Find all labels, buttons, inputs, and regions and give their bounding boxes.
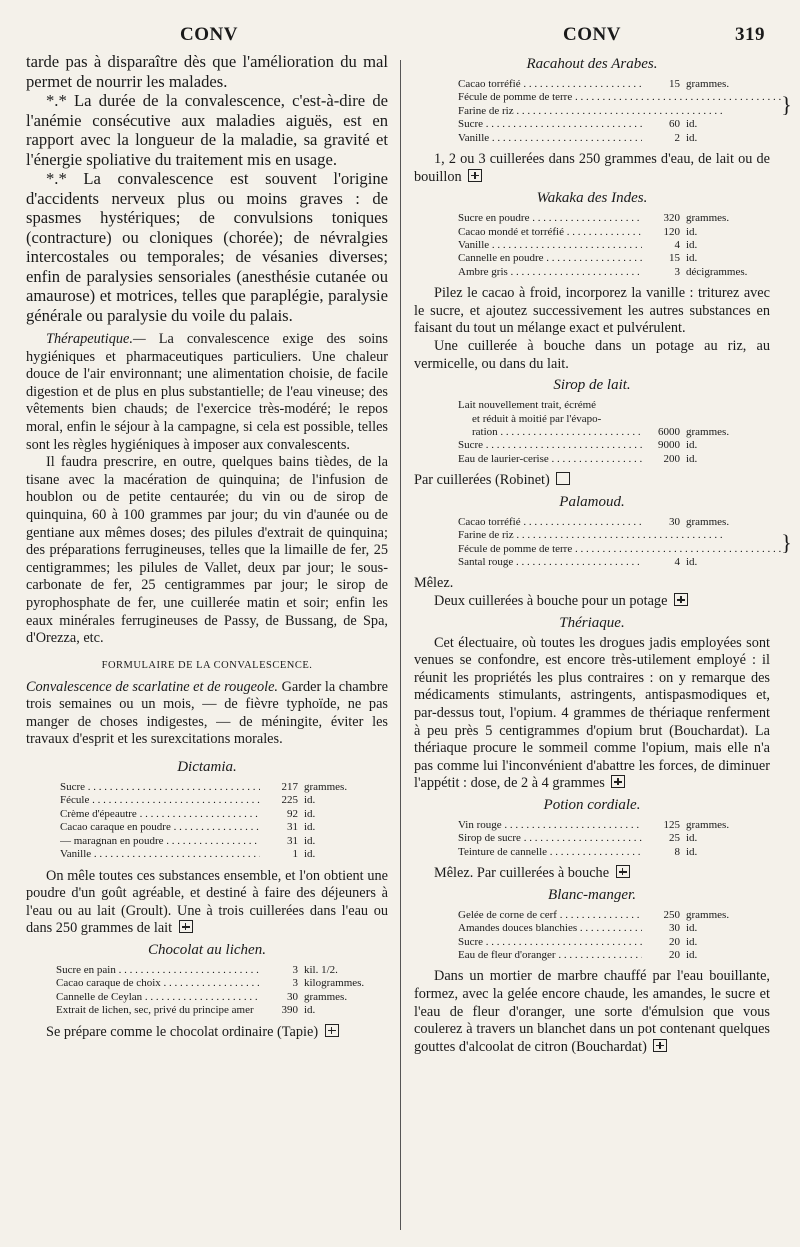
recipe-blanc-manger <box>458 909 770 963</box>
recipe-title: Chocolat au lichen. <box>148 941 266 958</box>
section-heading: FORMULAIRE DE LA CONVALESCENCE. <box>101 659 313 671</box>
recipe-row: Amandes douces blanchies . . . 30 id. <box>458 922 770 935</box>
recipe-row: Cacao torréfié . . . 30 grammes. <box>458 516 770 529</box>
lead-term: Thérapeutique.— <box>46 331 146 347</box>
recipe-row: Cacao torréfié . . . 15 grammes. <box>458 78 770 91</box>
paragraph: Deux cuillerées à bouche pour un potage <box>414 593 770 611</box>
plus-box-icon <box>468 169 482 182</box>
plus-box-icon <box>674 593 688 606</box>
recipe-row: Sucre . . . 217 grammes. <box>60 781 388 794</box>
recipe-chocolat <box>56 964 388 1018</box>
paragraph: Par cuillerées (Robinet) <box>414 472 770 490</box>
recipe-racahout <box>458 78 792 145</box>
recipe-row: Sirop de sucre . . . 25 id. <box>458 832 770 845</box>
lead-term: Convalescence de scarlatine et de rougeole. <box>26 678 279 695</box>
recipe-row: Cacao caraque en poudre . . . 31 id. <box>60 821 388 834</box>
running-head-left: CONV <box>180 24 238 45</box>
recipe-row: Cacao caraque de choix . . . 3 kilogrammes. <box>56 977 388 990</box>
recipe-row: Vin rouge . . . 125 grammes. <box>458 819 770 832</box>
paragraph: Une cuillerée à bouche dans un potage au riz, au vermicelle, ou dans du lait. <box>414 338 770 372</box>
recipe-row: Sucre . . . 20 id. <box>458 936 770 949</box>
paragraph: Se prépare comme le chocolat ordinaire (Tapie) <box>26 1024 388 1042</box>
paragraph: On mêle toutes ces substances ensemble, et l'on obtient une poudre d'un goût agréable, et destiné à faire des déjeuners à l'eau ou au lait (Groult). Une à trois cuillerées dans l'eau ou dans 250 grammes de lait <box>26 867 388 937</box>
recipe-row: Fécule . . . 225 id. <box>60 794 388 807</box>
recipe-row: — maragnan en poudre . . . 31 id. <box>60 835 388 848</box>
empty-box-icon <box>556 472 570 485</box>
right-column <box>414 52 792 1056</box>
plus-box-icon <box>179 920 193 933</box>
paragraph: Convalescence de scarlatine et de rougeole. Garder la chambre trois semaines ou un mois, — de fièvre typhoïde, ne pas manger de choses indigestes, — de méningite, éviter les travaux d'esprit et les surexcitations morales. <box>26 678 388 748</box>
recipe-row: Vanille . . . 2 id. <box>458 132 770 145</box>
recipe-row: Sucre . . . 60 id. <box>458 118 770 131</box>
recipe-row: Crème d'épeautre . . . 92 id. <box>60 808 388 821</box>
recipe-row: Santal rouge . . . 4 id. <box>458 556 770 569</box>
running-head-right: CONV <box>563 24 621 45</box>
recipe-title: Wakaka des Indes. <box>536 190 648 207</box>
paragraph: Il faudra prescrire, en outre, quelques bains tièdes, de la tisane avec la macération de quinquina; de l'infusion de houblon ou de petite centaurée; du vin ou de sirop de quinquina, 60 à 100 grammes par jour; du vin d'aunée ou de gentiane aux mêmes doses; des pilules d'extrait de quinquina; des préparations ferrugineuses, telles que la limaille de fer, 25 centigrammes; les pilules de Vallet, deux par jour; le sous-carbonate de fer, 25 centigrammes par jour; le sirop de pyrophosphate de fer, une cuillerée matin et soir; enfin les eaux minérales ferrugineuses de Passy, de Bussang, de Spa, d'Orezza, etc. <box>26 454 388 647</box>
recipe-group: Fécule de pomme de terre . . . Farine de riz . . . } <box>458 91 770 118</box>
recipe-row: Cannelle de Ceylan . . . 30 grammes. <box>56 991 388 1004</box>
recipe-row: Ambre gris . . . 3 décigrammes. <box>458 266 770 279</box>
recipe-row: Extrait de lichen, sec, privé du principe amer 390 id. <box>56 1004 316 1017</box>
recipe-row: Cannelle en poudre . . . 15 id. <box>458 252 770 265</box>
recipe-title: Thériaque. <box>559 614 625 631</box>
recipe-row: Sucre . . . 9000 id. <box>458 439 770 452</box>
recipe-title: Dictamia. <box>177 759 237 776</box>
recipe-title: Blanc-manger. <box>548 886 636 903</box>
recipe-row: Sucre en pain . . . 3 kil. 1/2. <box>56 964 388 977</box>
paragraph: Dans un mortier de marbre chauffé par l'eau bouillante, formez, avec la gelée encore chaude, les amandes, le sucre et l'eau de fleur d'oranger, une sorte d'émulsion que vous coulerez à travers un blanchet dans un pot contenant quelques gouttes d'alcoolat de citron (Bouchardat) <box>414 968 770 1055</box>
recipe-title: Palamoud. <box>559 493 625 510</box>
paragraph: Mêlez. <box>414 575 454 592</box>
page-number: 319 <box>735 24 765 45</box>
recipe-group: Farine de riz . . . Fécule de pomme de terre . . . } <box>458 529 770 556</box>
recipe-row: Eau de fleur d'oranger . . . 20 id. <box>458 949 770 962</box>
recipe-sirop: Lait nouvellement trait, écrémé et réduit à moitié par l'évapo- ration . . . 6000 grammes. Sucre . . . 9000 id. Eau de laurier-cerise . . . 200 id. <box>458 399 770 466</box>
plus-box-icon <box>611 775 625 788</box>
paragraph: Thérapeutique.— La convalescence exige des soins hygiéniques et pharmaceutiques particuliers. Une chaleur douce de l'air environnant; une alimentation choisie, de facile digestion et de plus en plus substantielle; de l'eau vineuse; des vêtements bien chauds; de l'exercice très-modéré; le repos moral, enfin le séjour à la campagne, si cela est possible, telles sont les règles hygiéniques à imposer aux convalescents. <box>26 331 388 453</box>
paragraph: Mêlez. Par cuillerées à bouche <box>414 865 770 883</box>
plus-box-icon <box>653 1039 667 1052</box>
recipe-row: Vanille . . . 1 id. <box>60 848 388 861</box>
recipe-row: Vanille . . . 4 id. <box>458 239 770 252</box>
brace-icon: } <box>781 529 792 555</box>
recipe-row: Teinture de cannelle . . . 8 id. <box>458 846 770 859</box>
brace-icon: } <box>781 91 792 117</box>
column-rule <box>400 60 401 1230</box>
paragraph: *.* La convalescence est souvent l'origine d'accidents nerveux plus ou moins graves : de spasmes hystériques; de convulsions toniques (contracture) ou cloniques (chorée); de névralgies intercostales ou temporales; de vésanies diverses; enfin de paralysies sensoriales (anesthésie cutanée ou amaurose) et motrices, telles que paraplégie, paralysie générale ou paralysie du voile du palais. <box>26 169 388 325</box>
paragraph: *.* La durée de la convalescence, c'est-à-dire de l'anémie consécutive aux maladies aiguës, est en rapport avec la longueur de la maladie, sa gravité et l'énergie spoliative du traitement mis en usage. <box>26 91 388 169</box>
recipe-title: Sirop de lait. <box>553 377 631 394</box>
paragraph: 1, 2 ou 3 cuillerées dans 250 grammes d'eau, de lait ou de bouillon <box>414 151 770 185</box>
paragraph: Pilez le cacao à froid, incorporez la vanille : triturez avec le sucre, et ajoutez successivement les autres substances en faisant du tout un mélange exact et pulvérulent. <box>414 285 770 337</box>
plus-box-icon <box>325 1024 339 1037</box>
recipe-row: Sucre en poudre . . . 320 grammes. <box>458 212 770 225</box>
plus-box-icon <box>616 865 630 878</box>
recipe-row: Cacao mondé et torréfié . . . 120 id. <box>458 226 770 239</box>
recipe-row: ration . . . 6000 grammes. <box>458 426 770 439</box>
recipe-palamoud <box>458 515 792 570</box>
recipe-wakaka <box>458 212 770 279</box>
recipe-dictamia <box>60 781 388 861</box>
recipe-title: Racahout des Arabes. <box>526 56 658 72</box>
paragraph: tarde pas à disparaître dès que l'amélioration du mal permet de nourrir les malades. <box>26 52 388 91</box>
paragraph: Cet électuaire, où toutes les drogues jadis employées sont venues se confondre, est encore très-utilement employé : il réunit les propriétés les plus contraires : on y remarque des médicaments stimulants, astringents, antispasmodiques et, par-dessus tout, l'opium. 4 grammes de thériaque renferment à peu près 5 centigrammes d'opium brut (Bouchardat). La thériaque procure le sommeil comme l'opium, mais elle n'a pas comme lui l'inconvénient d'abattre les forces, de diminuer l'appétit : dose, de 2 à 4 grammes <box>414 634 770 792</box>
left-column <box>26 52 388 1041</box>
recipe-title: Potion cordiale. <box>543 797 641 813</box>
recipe-row: Gelée de corne de cerf . . . 250 grammes. <box>458 909 770 922</box>
recipe-potion <box>458 819 770 859</box>
recipe-row: Eau de laurier-cerise . . . 200 id. <box>458 453 770 466</box>
